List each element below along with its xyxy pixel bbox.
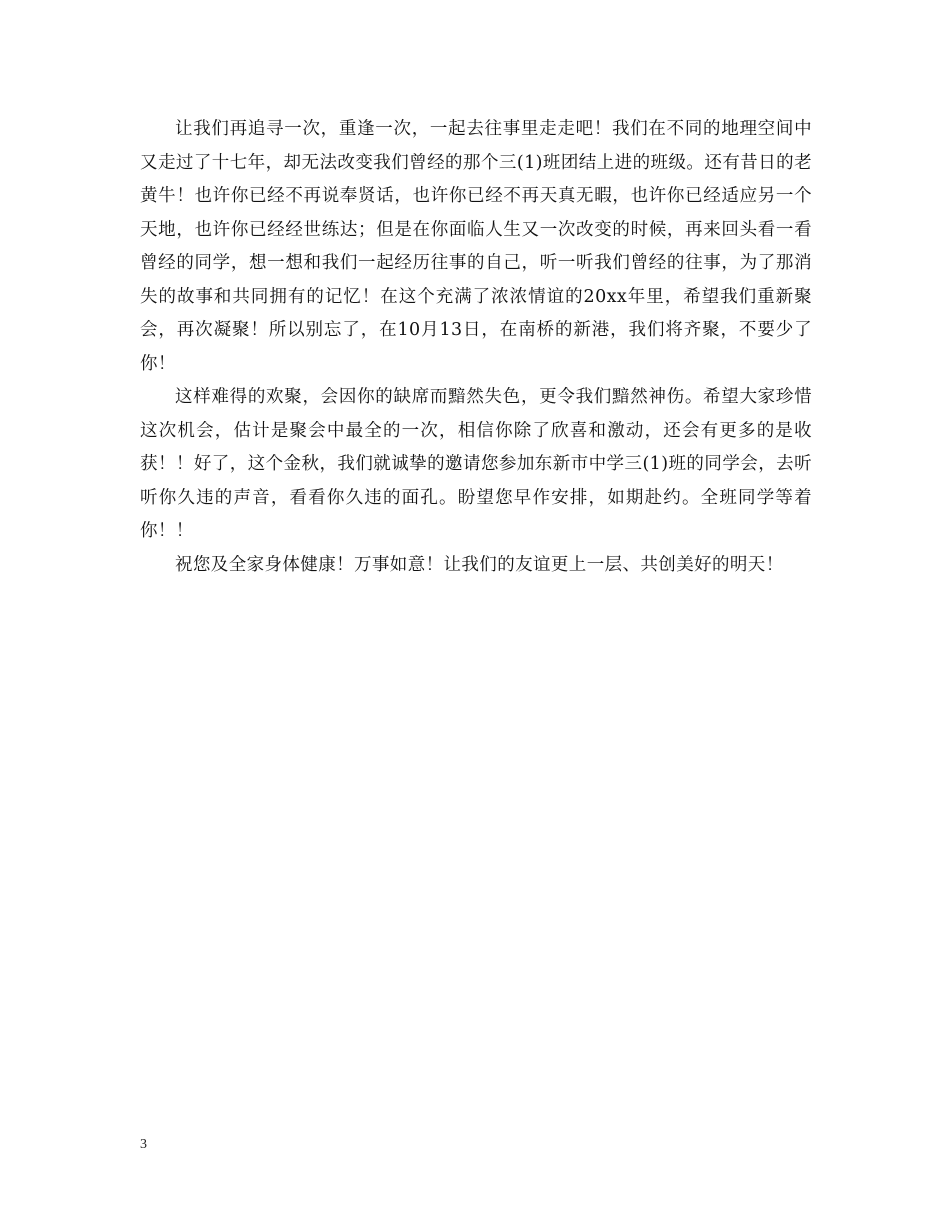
- document-body: [140, 113, 812, 582]
- paragraph-3: 祝您及全家身体健康！万事如意！让我们的友谊更上一层、共创美好的明天！: [175, 554, 784, 575]
- paragraph-1: 让我们再追寻一次，重逢一次，一起去往事里走走吧！我们在不同的地理空间中又走过了十七年，却无法改变我们曾经的那个三(1)班团结上进的班级。还有昔日的老黄牛！也许你已经不再说奉贤话，也许你已经不再天真无暇，也许你已经适应另一个天地，也许你已经经世练达；但是在你面临人生又一次改变的时候，再来回头看一看曾经的同学，想一想和我们一起经历往事的自己，听一听我们曾经的往事，为了那消失的故事和共同拥有的记忆！在这个充满了浓浓情谊的20xx年里，希望我们重新聚会，再次凝聚！所以别忘了，在10月13日，在南桥的新港，我们将齐聚，不要少了你！: [140, 119, 812, 374]
- paragraph-2: 这样难得的欢聚，会因你的缺席而黯然失色，更令我们黯然神伤。希望大家珍惜这次机会，估计是聚会中最全的一次，相信你除了欣喜和激动，还会有更多的是收获！！好了，这个金秋，我们就诚挚的邀请您参加东新市中学三(1)班的同学会，去听听你久违的声音，看看你久违的面孔。盼望您早作安排，如期赴约。全班同学等着你！！: [140, 387, 812, 541]
- page-number: 3: [140, 1137, 147, 1152]
